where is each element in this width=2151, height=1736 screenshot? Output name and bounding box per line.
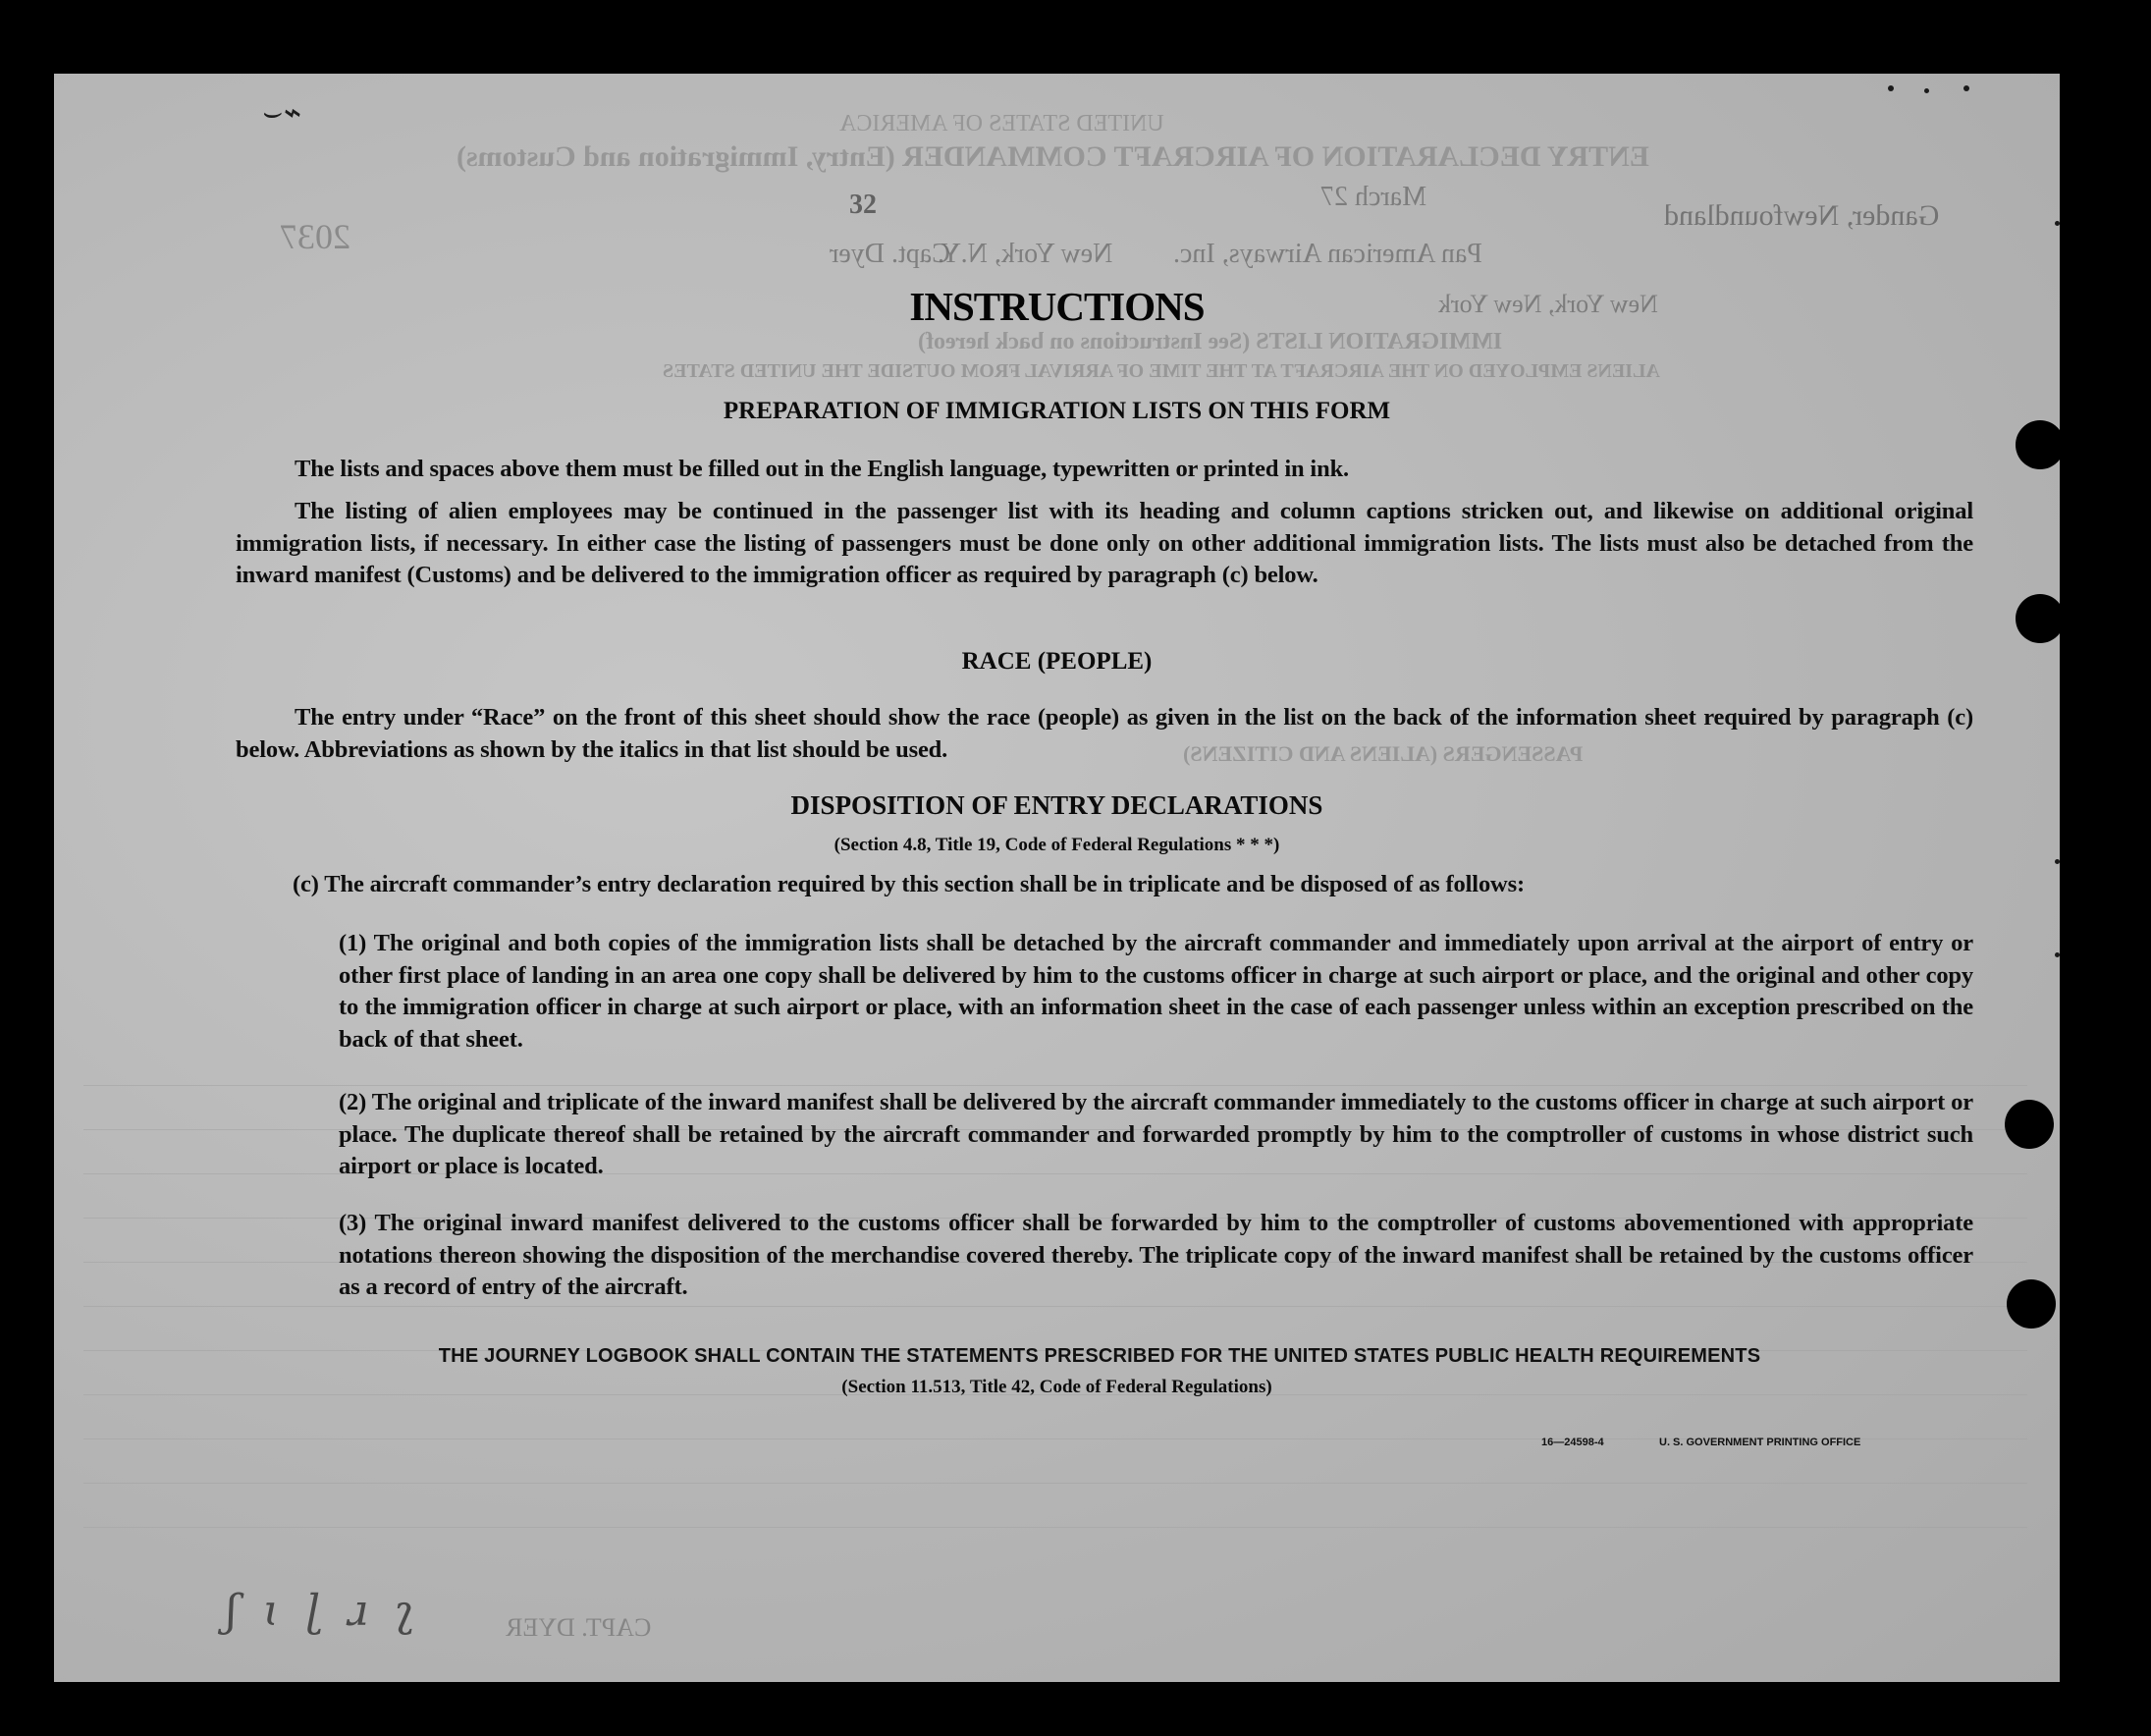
item-text: The original inward manifest delivered to the customs officer shall be forwarded by him to the comptroller of customs abovementioned with appropriate notations thereon showing the disposition of the merchandise covered thereby. The triplicate copy of the inward manifest shall be retained by the customs officer as a record of entry of the aircraft. bbox=[339, 1210, 1973, 1300]
ghost-origin: Gander, Newfoundland bbox=[1664, 199, 1940, 232]
public-health-citation: (Section 11.513, Title 42, Code of Federal Regulations) bbox=[841, 1377, 1272, 1397]
ruling-line bbox=[83, 1483, 2027, 1484]
printer-credit: U. S. GOVERNMENT PRINTING OFFICE bbox=[1659, 1437, 1861, 1448]
list-item-2 bbox=[339, 1087, 1973, 1183]
form-number: 16—24598-4 bbox=[1541, 1437, 1604, 1448]
ghost-form-title: ENTRY DECLARATION OF AIRCRAFT COMMANDER (Entry, Immigration and Customs) bbox=[457, 140, 1649, 173]
clause-label: (c) bbox=[293, 871, 319, 897]
speck bbox=[2055, 221, 2060, 226]
item-label: (3) bbox=[339, 1210, 367, 1236]
punch-hole bbox=[2016, 594, 2060, 643]
paragraph-c-intro bbox=[293, 869, 1981, 901]
speck bbox=[1888, 85, 1894, 91]
item-text: The original and triplicate of the inward manifest shall be delivered by the aircraft commander immediately to the customs officer in charge at such airport or place. The duplicate thereof shall be retained by the aircraft commander and forwarded promptly by him to the comptroller of customs in whose district such airport or place is located. bbox=[339, 1089, 1973, 1179]
ghost-typed-number: 32 bbox=[849, 190, 877, 220]
speck bbox=[2055, 859, 2060, 864]
ruling-line bbox=[83, 1306, 2027, 1307]
speck bbox=[1963, 85, 1969, 91]
ghost-bottom-stamp: CAPT. DYER bbox=[506, 1613, 652, 1642]
list-item-3 bbox=[339, 1208, 1973, 1304]
regulation-citation: (Section 4.8, Title 19, Code of Federal Regulations * * *) bbox=[834, 835, 1280, 855]
public-health-notice: THE JOURNEY LOGBOOK SHALL CONTAIN THE STATEMENTS PRESCRIBED FOR THE UNITED STATES PUBLIC HEALTH REQUIREMENTS bbox=[438, 1345, 1761, 1367]
punch-hole bbox=[2007, 1279, 2056, 1329]
ghost-passengers: PASSENGERS (ALIENS AND CITIZENS) bbox=[1183, 741, 1584, 766]
pen-check-mark: ⌣⌁ bbox=[260, 93, 300, 131]
ghost-stamp-number: 2037 bbox=[280, 217, 350, 256]
paragraph-race: The entry under “Race” on the front of this sheet should show the race (people) as given in the list on the back of the information sheet required by paragraph (c) below. Abbreviations as shown by the italics in that list should be used. bbox=[236, 704, 1973, 763]
section-heading-disposition: DISPOSITION OF ENTRY DECLARATIONS bbox=[790, 790, 1323, 820]
page-title: INSTRUCTIONS bbox=[909, 284, 1205, 329]
ruling-line bbox=[83, 1085, 2027, 1086]
ghost-commander: Capt. Dyer bbox=[830, 239, 950, 269]
document-sheet bbox=[54, 74, 2060, 1682]
ghost-owner: Pan American Airways, Inc. bbox=[1173, 239, 1482, 269]
paragraph-alien-employees: The listing of alien employees may be continued in the passenger list with its heading and column captions stricken out, and likewise on additional original immigration lists, if necessary. In either case the listing of passengers must be done only on other additional immigration lists. The lists must also be detached from the inward manifest (Customs) and be delivered to the immigration officer as required by paragraph (c) below. bbox=[236, 498, 1973, 588]
ghost-country: UNITED STATES OF AMERICA bbox=[839, 111, 1164, 136]
signature: ʃ ɩ ɭ ɹ ʅ bbox=[226, 1586, 421, 1636]
speck bbox=[1924, 88, 1929, 93]
ghost-aliens-line: ALIENS EMPLOYED ON THE AIRCRAFT AT THE TIME OF ARRIVAL FROM OUTSIDE THE UNITED STATES bbox=[663, 360, 1660, 382]
ghost-arrived: New York, New York bbox=[1438, 290, 1658, 318]
punch-hole bbox=[2016, 420, 2060, 469]
punch-hole bbox=[2005, 1100, 2054, 1149]
item-text: The original and both copies of the immigration lists shall be detached by the aircraft commander and immediately upon arrival at the airport of entry or other first place of landing in an area one copy shall be delivered by him to the customs officer in charge at such airport or place, and the original and other copy to the immigration officer in charge at such airport or place, with an information sheet in the case of each passenger unless within an exception prescribed on the back of that sheet. bbox=[339, 930, 1973, 1053]
ghost-typed-date: March 27 bbox=[1320, 182, 1427, 212]
item-label: (1) bbox=[339, 930, 367, 956]
clause-text: The aircraft commander’s entry declaration required by this section shall be in triplicate and be disposed of as follows: bbox=[324, 871, 1525, 897]
ghost-lists-title: IMMIGRATION LISTS (See Instructions on back hereof) bbox=[918, 329, 1503, 354]
speck bbox=[2055, 952, 2060, 957]
section-heading-race: RACE (PEOPLE) bbox=[961, 648, 1153, 675]
section-heading-preparation: PREPARATION OF IMMIGRATION LISTS ON THIS FORM bbox=[723, 398, 1391, 424]
item-label: (2) bbox=[339, 1089, 367, 1115]
ruling-line bbox=[83, 1527, 2027, 1528]
ghost-owner-city: New York, N.Y. bbox=[938, 239, 1113, 269]
list-item-1 bbox=[339, 928, 1973, 1056]
paragraph-english-language: The lists and spaces above them must be filled out in the English language, typewritten or printed in ink. bbox=[295, 456, 1350, 482]
